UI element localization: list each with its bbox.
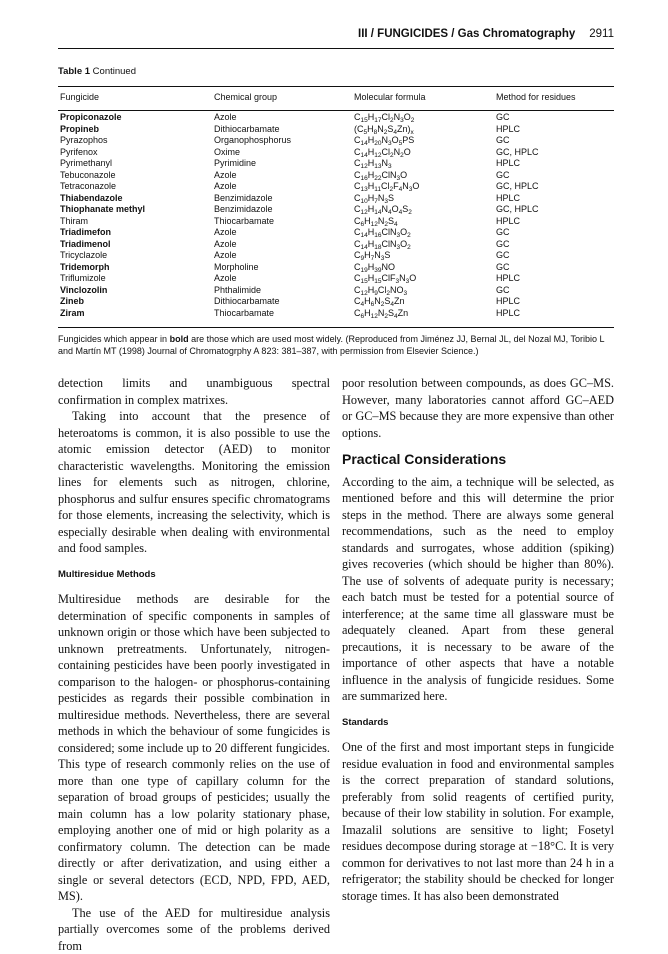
- cell-method: GC: [496, 250, 510, 262]
- table-caption: [58, 66, 136, 77]
- cell-chemical-group: Dithiocarbamate: [214, 124, 280, 136]
- cell-fungicide: Pyrifenox: [60, 147, 98, 159]
- fungicide-table: [58, 86, 614, 319]
- cell-molecular-formula: $C_{12}H_9Cl_2NO_3$: [354, 285, 407, 297]
- cell-chemical-group: Azole: [214, 181, 237, 193]
- cell-method: GC: [496, 227, 510, 239]
- paragraph: detection limits and unambiguous spectral confirmation in complex matrixes.: [58, 375, 330, 408]
- table-header-rule: [58, 110, 614, 111]
- paragraph: poor resolution between compounds, as does GC–MS. However, many laboratories cannot afford GC–AED or GC–MS because they are more expensive than other options.: [342, 375, 614, 441]
- cell-molecular-formula: $C_{14}H_{18}ClN_3O_2$: [354, 239, 411, 251]
- table-row: [58, 170, 614, 182]
- cell-fungicide: Triadimefon: [60, 227, 111, 239]
- cell-fungicide: Tricyclazole: [60, 250, 107, 262]
- cell-method: GC: [496, 262, 510, 274]
- cell-chemical-group: Pyrimidine: [214, 158, 256, 170]
- cell-method: GC: [496, 170, 510, 182]
- cell-method: GC: [496, 135, 510, 147]
- table-row: [58, 216, 614, 228]
- running-head: [358, 28, 614, 40]
- table-row: [58, 158, 614, 170]
- cell-method: GC, HPLC: [496, 147, 539, 159]
- cell-chemical-group: Thiocarbamate: [214, 308, 274, 320]
- cell-molecular-formula: $C_{15}H_{15}ClF_3N_3O$: [354, 273, 416, 285]
- cell-molecular-formula: $C_{15}H_{17}Cl_2N_3O_2$: [354, 112, 414, 124]
- right-column: [342, 375, 614, 904]
- cell-fungicide: Propineb: [60, 124, 99, 136]
- col-header-method: Method for residues: [496, 86, 576, 108]
- cell-fungicide: Tebuconazole: [60, 170, 116, 182]
- cell-molecular-formula: $C_{19}H_{39}NO$: [354, 262, 395, 274]
- cell-molecular-formula: $C_{13}H_{11}Cl_2F_4N_3O$: [354, 181, 419, 193]
- cell-method: HPLC: [496, 308, 520, 320]
- col-header-molecular-formula: Molecular formula: [354, 86, 426, 108]
- cell-method: HPLC: [496, 273, 520, 285]
- cell-chemical-group: Azole: [214, 227, 237, 239]
- table-body: [58, 108, 614, 319]
- cell-molecular-formula: $C_{14}H_{20}N_3O_5PS$: [354, 135, 414, 147]
- paragraph: One of the first and most important steps in fungicide residue evaluation in food and environmental samples is the correct preparation of standard solutions, preferably from solid reagents of certified purity, because of their low stability in solution. For example, Imazalil solutions are sensitive to light; Fosetyl residues decompose during storage at −18°C. It is very common for derivatives to not last more than 24 h in a refrigerator; the stability should be checked for longer storage times. It has also been demonstrated: [342, 739, 614, 904]
- cell-method: GC: [496, 285, 510, 297]
- cell-method: GC, HPLC: [496, 204, 539, 216]
- left-column: [58, 375, 330, 954]
- table-row: [58, 193, 614, 205]
- footnote-bold-word: bold: [170, 334, 189, 344]
- cell-chemical-group: Thiocarbamate: [214, 216, 274, 228]
- cell-fungicide: Ziram: [60, 308, 85, 320]
- cell-molecular-formula: $C_{12}H_{13}N_3$: [354, 158, 392, 170]
- table-row: [58, 250, 614, 262]
- cell-chemical-group: Azole: [214, 250, 237, 262]
- paragraph: Taking into account that the presence of heteroatoms is common, it is also possible to use the atomic emission detector (AED) to monitor characteristic wavelengths. Monitoring the emission lines for elements such as nitrogen, chlorine, phosphorus and sulfur ensures specific chromatograms for those elements, increasing the selectivity, which is especially desirable when dealing with environmental and food samples.: [58, 408, 330, 557]
- cell-method: HPLC: [496, 124, 520, 136]
- col-header-fungicide: Fungicide: [60, 86, 99, 108]
- cell-method: HPLC: [496, 296, 520, 308]
- cell-chemical-group: Oxime: [214, 147, 240, 159]
- cell-chemical-group: Dithiocarbamate: [214, 296, 280, 308]
- cell-fungicide: Triflumizole: [60, 273, 106, 285]
- table-row: [58, 135, 614, 147]
- table-row: [58, 285, 614, 297]
- table-row: [58, 112, 614, 124]
- cell-method: HPLC: [496, 158, 520, 170]
- table-label: Table 1: [58, 66, 90, 77]
- cell-molecular-formula: $C_{14}H_{16}ClN_3O_2$: [354, 227, 411, 239]
- cell-fungicide: Vinclozolin: [60, 285, 107, 297]
- cell-fungicide: Triadimenol: [60, 239, 111, 251]
- footnote-text-pre: Fungicides which appear in: [58, 334, 167, 344]
- cell-method: GC: [496, 112, 510, 124]
- table-row: [58, 181, 614, 193]
- table-row: [58, 273, 614, 285]
- cell-molecular-formula: $C_{10}H_7N_3S$: [354, 193, 394, 205]
- cell-molecular-formula: $C_{14}H_{12}Cl_2N_2O$: [354, 147, 411, 159]
- cell-fungicide: Pyrazophos: [60, 135, 108, 147]
- paragraph: According to the aim, a technique will be selected, as mentioned before and this will determine the prior steps in the method. There are always some general recommendations, such as the need to employ standards and surrogates, whose addition (spiking) gives recoveries (which should be higher than 80%). The use of solvents of adequate purity is necessary; each batch must be tested for a potential source of interference; at the same time all glassware must be adequately cleaned. Apart from these general precautions, it is necessary to be aware of the importance of other aspects that have a notable influence in the analysis of fungicide residues. Some are summarized here.: [342, 474, 614, 705]
- cell-fungicide: Thiram: [60, 216, 88, 228]
- cell-molecular-formula: $C_6H_{12}N_2S_4$: [354, 216, 398, 228]
- cell-method: HPLC: [496, 193, 520, 205]
- cell-fungicide: Pyrimethanyl: [60, 158, 112, 170]
- cell-fungicide: Propiconazole: [60, 112, 122, 124]
- page-number: 2911: [589, 28, 614, 40]
- table-row: [58, 296, 614, 308]
- table-header-row: [58, 86, 614, 108]
- cell-fungicide: Thiophanate methyl: [60, 204, 145, 216]
- table-row: [58, 239, 614, 251]
- cell-molecular-formula: $C_6H_{12}N_2S_4Zn$: [354, 308, 408, 320]
- heading-practical-considerations: Practical Considerations: [342, 451, 614, 468]
- cell-molecular-formula: $C_{12}H_{14}N_4O_4S_2$: [354, 204, 412, 216]
- cell-chemical-group: Organophosphorus: [214, 135, 291, 147]
- cell-chemical-group: Benzimidazole: [214, 204, 273, 216]
- cell-molecular-formula: $(C_5H_8N_2S_4Zn)_x$: [354, 124, 414, 136]
- footnote-text-post: are those which are used most widely. (Reproduced from Jiménez JJ, Bernal JL, del Nozal MJ, Toribio L and Martín MT (1998) Journal of Chromatogrphy A 823: 381–387, with permission from Elsevier Science.): [58, 334, 604, 356]
- cell-fungicide: Thiabendazole: [60, 193, 123, 205]
- subheading-multiresidue: Multiresidue Methods: [58, 567, 330, 584]
- cell-fungicide: Zineb: [60, 296, 84, 308]
- cell-chemical-group: Phthalimide: [214, 285, 261, 297]
- table-row: [58, 227, 614, 239]
- cell-method: HPLC: [496, 216, 520, 228]
- paragraph: Multiresidue methods are desirable for the determination of specific components in samples of unknown origin or those which have been subjected to unknown pretreatments. Unfortunately, nitrogen-containing pesticides have been poorly investigated in comparison to the halogen- or phosphorus-containing pesticides as regards their possible combination in multiresidue methods. Nevertheless, there are several methods in which the behaviour of some fungicides is considered; some include up to 20 different fungicides. This type of research commonly relies on the use of more than one type of capillary column for the separation of broad groups of pesticides; usually the main column has a low polarity stationary phase, employing another one of mid or high polarity as a confirmatory column. The detection can be made directly or after derivatization, and using either a single or several detectors (ECD, NPD, FPD, AED, MS).: [58, 591, 330, 905]
- subheading-standards: Standards: [342, 715, 614, 732]
- header-rule: [58, 48, 614, 49]
- table-row: [58, 262, 614, 274]
- section-title: III / FUNGICIDES / Gas Chromatography: [358, 28, 575, 40]
- cell-molecular-formula: $C_4H_6N_2S_4Zn$: [354, 296, 405, 308]
- cell-chemical-group: Azole: [214, 112, 237, 124]
- cell-chemical-group: Morpholine: [214, 262, 259, 274]
- cell-molecular-formula: $C_9H_7N_3S$: [354, 250, 390, 262]
- cell-chemical-group: Azole: [214, 239, 237, 251]
- cell-molecular-formula: $C_{16}H_{22}ClN_3O$: [354, 170, 407, 182]
- table-row: [58, 124, 614, 136]
- cell-fungicide: Tetraconazole: [60, 181, 116, 193]
- table-row: [58, 308, 614, 320]
- cell-method: GC, HPLC: [496, 181, 539, 193]
- col-header-chemical-group: Chemical group: [214, 86, 277, 108]
- cell-chemical-group: Azole: [214, 273, 237, 285]
- table-footnote: [58, 333, 614, 357]
- cell-method: GC: [496, 239, 510, 251]
- cell-chemical-group: Benzimidazole: [214, 193, 273, 205]
- table-bottom-rule: [58, 327, 614, 328]
- table-continued: Continued: [93, 66, 136, 77]
- cell-fungicide: Tridemorph: [60, 262, 110, 274]
- table-row: [58, 147, 614, 159]
- table-row: [58, 204, 614, 216]
- cell-chemical-group: Azole: [214, 170, 237, 182]
- paragraph: The use of the AED for multiresidue analysis partially overcomes some of the problems derived from: [58, 905, 330, 954]
